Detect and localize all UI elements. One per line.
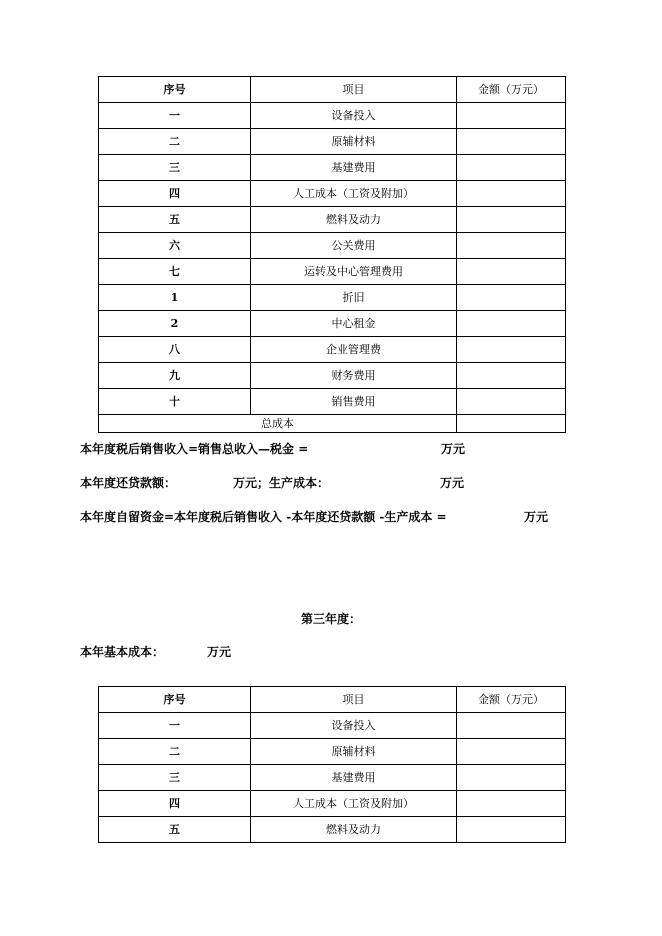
table-row (99, 765, 566, 791)
table-row (99, 129, 566, 155)
row-amount (457, 285, 566, 311)
header-item: 项目 (251, 77, 457, 103)
row-amount (457, 181, 566, 207)
base-cost-label: 本年基本成本： (80, 645, 165, 659)
row-seq: 七 (99, 259, 251, 285)
row-item: 原辅材料 (251, 739, 457, 765)
row-item: 企业管理费 (251, 337, 457, 363)
self-funds-formula: 本年度自留资金=本年度税后销售收入 -本年度还贷款额 -生产成本 = (80, 510, 447, 524)
cost-table-year2 (98, 76, 566, 433)
row-item: 原辅材料 (251, 129, 457, 155)
row-item: 基建费用 (251, 765, 457, 791)
header-seq: 序号 (99, 687, 251, 713)
row-seq: 六 (99, 233, 251, 259)
row-item: 销售费用 (251, 389, 457, 415)
table-row (99, 233, 566, 259)
row-seq: 二 (99, 129, 251, 155)
row-item: 设备投入 (251, 103, 457, 129)
row-seq: 九 (99, 363, 251, 389)
table-row (99, 155, 566, 181)
table-header-row (99, 687, 566, 713)
table-header-row (99, 77, 566, 103)
row-seq: 四 (99, 791, 251, 817)
row-seq: 2 (99, 311, 251, 337)
row-seq: 三 (99, 155, 251, 181)
cost-table-year3 (98, 686, 566, 843)
row-amount (457, 791, 566, 817)
row-seq: 八 (99, 337, 251, 363)
row-seq: 1 (99, 285, 251, 311)
total-label: 总成本 (99, 415, 457, 433)
table-row (99, 285, 566, 311)
table-row (99, 389, 566, 415)
table-row (99, 259, 566, 285)
row-amount (457, 337, 566, 363)
header-seq: 序号 (99, 77, 251, 103)
row-item: 中心租金 (251, 311, 457, 337)
row-amount (457, 233, 566, 259)
after-tax-income-formula: 本年度税后销售收入=销售总收入—税金 = (80, 442, 309, 456)
row-amount (457, 389, 566, 415)
total-amount (457, 415, 566, 433)
row-amount (457, 103, 566, 129)
table-row (99, 207, 566, 233)
row-item: 人工成本（工资及附加） (251, 791, 457, 817)
row-seq: 五 (99, 817, 251, 843)
row-item: 公关费用 (251, 233, 457, 259)
row-seq: 十 (99, 389, 251, 415)
header-amount: 金额（万元） (457, 77, 566, 103)
section-heading: 第三年度： (300, 612, 361, 626)
row-amount (457, 259, 566, 285)
row-item: 基建费用 (251, 155, 457, 181)
row-seq: 四 (99, 181, 251, 207)
after-tax-income-unit: 万元 (441, 442, 466, 456)
header-amount: 金额（万元） (457, 687, 566, 713)
row-item: 燃料及动力 (251, 207, 457, 233)
row-amount (457, 311, 566, 337)
row-item: 折旧 (251, 285, 457, 311)
repayment-label: 本年度还贷款额： (80, 476, 177, 490)
row-seq: 五 (99, 207, 251, 233)
row-amount (457, 155, 566, 181)
header-item: 项目 (251, 687, 457, 713)
row-amount (457, 129, 566, 155)
row-amount (457, 765, 566, 791)
row-seq: 三 (99, 765, 251, 791)
row-amount (457, 739, 566, 765)
row-item: 财务费用 (251, 363, 457, 389)
base-cost-unit: 万元 (207, 645, 232, 659)
row-item: 设备投入 (251, 713, 457, 739)
table-row (99, 713, 566, 739)
table-row (99, 337, 566, 363)
table-row (99, 311, 566, 337)
row-item: 人工成本（工资及附加） (251, 181, 457, 207)
row-seq: 二 (99, 739, 251, 765)
row-amount (457, 817, 566, 843)
repayment-unit: 万元；生产成本： (233, 476, 330, 490)
row-seq: 一 (99, 103, 251, 129)
row-amount (457, 363, 566, 389)
table-row (99, 181, 566, 207)
self-funds-unit: 万元 (524, 510, 549, 524)
row-amount (457, 713, 566, 739)
table-row (99, 363, 566, 389)
row-amount (457, 207, 566, 233)
total-row (99, 415, 566, 433)
row-seq: 一 (99, 713, 251, 739)
row-item: 运转及中心管理费用 (251, 259, 457, 285)
row-item: 燃料及动力 (251, 817, 457, 843)
table-row (99, 739, 566, 765)
table-row (99, 103, 566, 129)
table-row (99, 791, 566, 817)
table-row (99, 817, 566, 843)
production-cost-unit: 万元 (440, 476, 465, 490)
